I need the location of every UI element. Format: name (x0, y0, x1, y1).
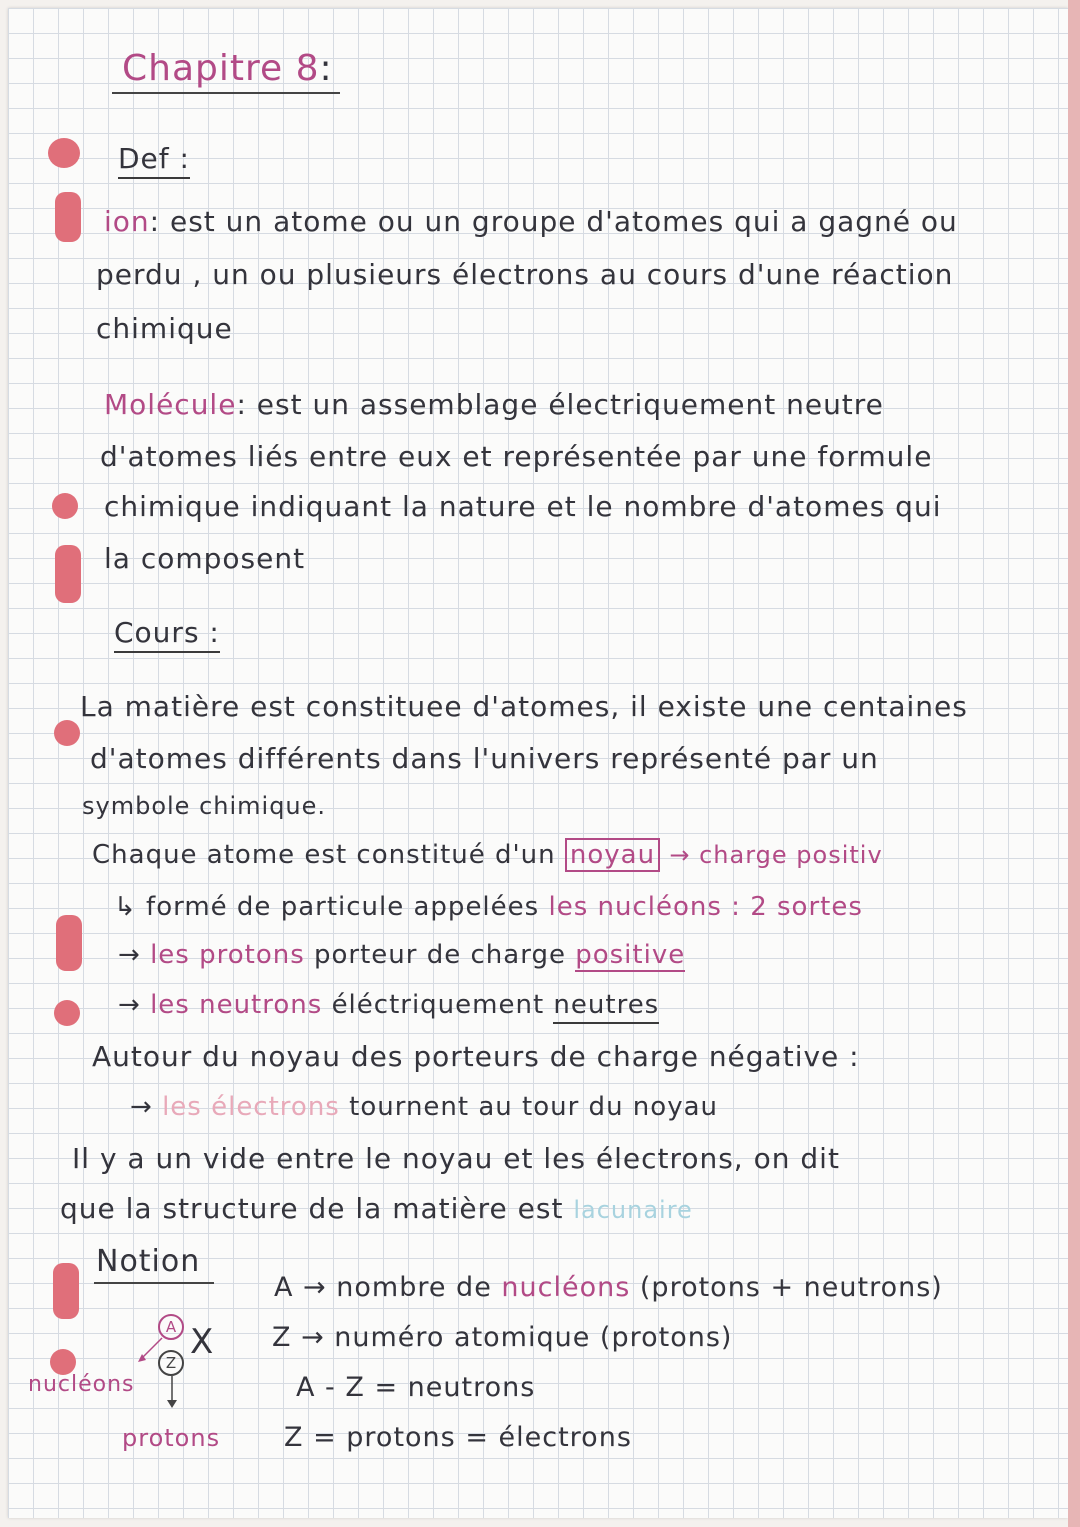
molecule-line-3: chimique indiquant la nature et le nombre d'atomes qui (104, 490, 942, 523)
lacunaire-word: lacunaire (573, 1196, 693, 1224)
arrow-glyph: → (118, 990, 141, 1020)
arrow-glyph: → (118, 940, 141, 970)
ion-term: ion (104, 205, 150, 238)
arrow-glyph: → (130, 1092, 153, 1122)
atomic-number-symbol: Z (158, 1350, 184, 1376)
binder-hole (56, 915, 82, 971)
neutrons-description: éléctriquement (331, 990, 545, 1020)
cours-line-5 (114, 892, 863, 922)
protons-description: porteur de charge (314, 940, 566, 970)
chapter-title-colon: : (319, 48, 333, 89)
formed-of-text: ↳ formé de particule appelées (114, 892, 540, 922)
chapter-title-text: Chapitre 8 (122, 48, 320, 89)
notion-heading: Notion (96, 1244, 201, 1279)
cours-line-1: La matière est constituee d'atomes, il existe une centaines (80, 690, 968, 723)
binder-hole (55, 545, 81, 603)
noyau-word: noyau (565, 838, 660, 872)
charge-positive-text: → charge positiv (669, 841, 883, 869)
binder-hole (54, 720, 80, 746)
binder-hole (52, 493, 78, 519)
nucleons-sorts-text: les nucléons : 2 sortes (548, 892, 863, 922)
def-heading: Def : (118, 142, 190, 179)
a-arrow: A → (274, 1272, 327, 1303)
positive-word: positive (575, 940, 686, 970)
molecule-line-1 (104, 388, 884, 421)
structure-text: que la structure de la matière est (60, 1192, 564, 1225)
cours-line-6 (118, 940, 685, 970)
notion-line-2: Z → numéro atomique (protons) (272, 1322, 733, 1353)
molecule-line-4: la composent (104, 542, 306, 575)
binder-hole (48, 138, 80, 168)
notion-underline (94, 1282, 214, 1284)
cours-line-9 (130, 1092, 718, 1122)
binder-hole (53, 1263, 79, 1319)
notion-line-3: A - Z = neutrons (296, 1372, 536, 1403)
nucleons-label: nucléons (28, 1372, 135, 1397)
binder-hole (55, 192, 81, 242)
molecule-term: Molécule (104, 388, 237, 421)
neutral-word: neutres (553, 990, 659, 1024)
atom-composition-text: Chaque atome est constitué d'un (92, 840, 556, 870)
cours-line-4 (92, 840, 883, 870)
cours-line-2: d'atomes différents dans l'univers représenté par un (90, 742, 879, 775)
element-symbol: X (190, 1322, 215, 1362)
cours-heading (114, 616, 220, 649)
notion-line-1 (274, 1272, 943, 1303)
electrons-word: les électrons (162, 1092, 340, 1122)
notion-line-4: Z = protons = électrons (284, 1422, 632, 1453)
nucleons-composition: (protons + neutrons) (639, 1272, 943, 1303)
protons-label: protons (122, 1424, 221, 1452)
ion-line-3: chimique (96, 312, 233, 345)
ion-line-1 (104, 205, 958, 238)
cours-line-10: Il y a un vide entre le noyau et les électrons, on dit (72, 1142, 840, 1175)
cours-line-8: Autour du noyau des porteurs de charge négative : (92, 1040, 860, 1073)
page-edge (1068, 0, 1080, 1527)
protons-word: les protons (150, 940, 305, 970)
ion-definition-start: : est un atome ou un groupe d'atomes qui a gagné ou (149, 205, 958, 238)
chapter-title (122, 48, 333, 89)
cours-heading-text: Cours : (114, 616, 220, 653)
number-of-text: nombre de (336, 1272, 492, 1303)
molecule-line-2: d'atomes liés entre eux et représentée par une formule (100, 440, 933, 473)
binder-hole (54, 1000, 80, 1026)
molecule-definition-start: : est un assemblage électriquement neutre (236, 388, 884, 421)
cours-line-7 (118, 990, 659, 1020)
neutrons-word: les neutrons (150, 990, 323, 1020)
title-underline (112, 92, 340, 94)
nucleons-word: nucléons (501, 1272, 631, 1303)
ion-line-2: perdu , un ou plusieurs électrons au cours d'une réaction (96, 258, 954, 291)
cours-line-11 (60, 1192, 693, 1225)
cours-line-3: symbole chimique. (82, 792, 327, 820)
notation-arrows (130, 1330, 210, 1420)
electrons-description: tournent au tour du noyau (349, 1092, 718, 1122)
mass-number-symbol: A (158, 1314, 184, 1340)
